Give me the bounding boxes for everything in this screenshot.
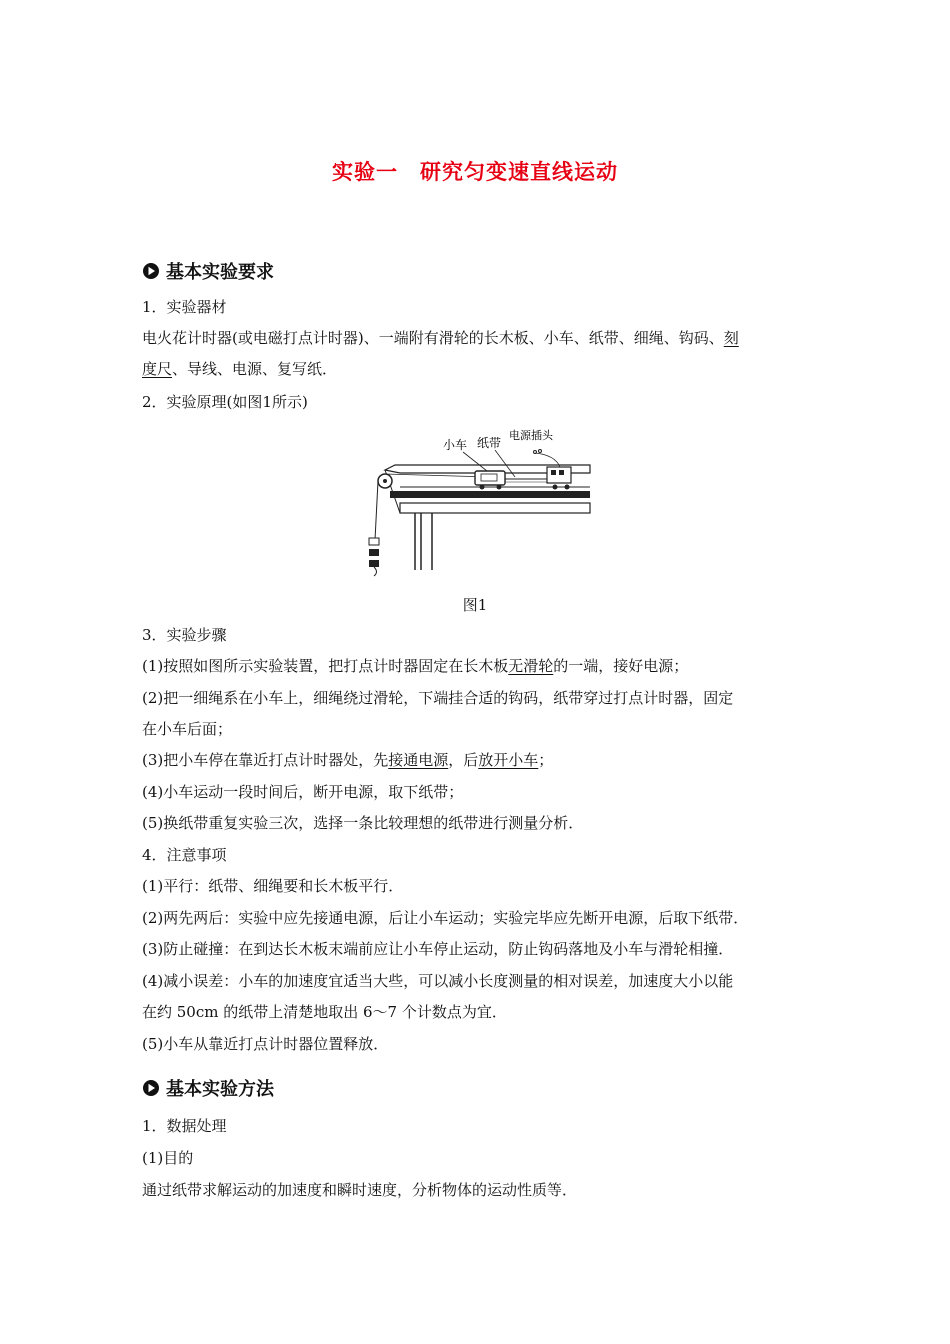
title-part2: 研究匀变速直线运动 bbox=[420, 160, 618, 184]
board-front bbox=[390, 491, 590, 498]
title-part1: 实验一 bbox=[332, 160, 398, 184]
label-car: 小车 bbox=[443, 438, 468, 452]
hanging-string bbox=[375, 481, 378, 540]
text-line: (3)防止碰撞：在到达长木板末端前应让小车停止运动，防止钩码落地及小车与滑轮相撞． bbox=[142, 940, 734, 958]
section-heading-requirements: 基本实验要求 bbox=[142, 258, 274, 284]
text-line: (4)减小误差：小车的加速度宜适当大些，可以减小长度测量的相对误差，加速度大小以能 bbox=[142, 972, 734, 990]
item-title: 1．实验器材 bbox=[142, 298, 227, 316]
table-top bbox=[400, 503, 590, 513]
play-circle-icon bbox=[142, 1079, 160, 1097]
page-title bbox=[0, 156, 950, 186]
text-line: (1)平行：纸带、细绳要和长木板平行． bbox=[142, 877, 404, 895]
label-plug: 电源插头 bbox=[509, 429, 553, 442]
text-line: 电火花计时器(或电磁打点计时器)、一端附有滑轮的长木板、小车、纸带、细绳、钩码、刻 bbox=[142, 329, 739, 347]
text-line: (5)小车从靠近打点计时器位置释放． bbox=[142, 1035, 389, 1053]
text-line: (2)把一细绳系在小车上，细绳绕过滑轮，下端挂合适的钩码，纸带穿过打点计时器，固定 bbox=[142, 689, 734, 707]
text-line: 度尺、导线、电源、复写纸． bbox=[142, 360, 338, 378]
text-line: (3)把小车停在靠近打点计时器处，先接通电源，后放开小车； bbox=[142, 751, 554, 769]
weight bbox=[369, 538, 379, 545]
section-heading-methods: 基本实验方法 bbox=[142, 1075, 274, 1101]
text-line: (1)目的 bbox=[142, 1149, 194, 1167]
experiment-diagram bbox=[355, 425, 595, 583]
item-title: 3．实验步骤 bbox=[142, 626, 227, 644]
figure-caption: 图1 bbox=[462, 596, 488, 614]
item-title: 2．实验原理(如图1所示) bbox=[142, 393, 308, 411]
item-title: 1．数据处理 bbox=[142, 1117, 227, 1135]
weight bbox=[369, 560, 379, 567]
text-line: 在约 50cm 的纸带上清楚地取出 6～7 个计数点为宜． bbox=[142, 1003, 507, 1021]
item-title: 4．注意事项 bbox=[142, 846, 227, 864]
play-circle-icon bbox=[142, 262, 160, 280]
text-line: (5)换纸带重复实验三次，选择一条比较理想的纸带进行测量分析． bbox=[142, 814, 584, 832]
text-line: (4)小车运动一段时间后，断开电源，取下纸带； bbox=[142, 783, 464, 801]
weight bbox=[369, 549, 379, 556]
text-line: 在小车后面； bbox=[142, 720, 233, 738]
text-line: (1)按照如图所示实验装置，把打点计时器固定在长木板无滑轮的一端，接好电源； bbox=[142, 657, 689, 675]
label-tape: 纸带 bbox=[477, 436, 502, 450]
text-line: (2)两先两后：实验中应先接通电源，后让小车运动；实验完毕应先断开电源，后取下纸带． bbox=[142, 909, 749, 927]
text-line: 通过纸带求解运动的加速度和瞬时速度，分析物体的运动性质等． bbox=[142, 1181, 578, 1199]
